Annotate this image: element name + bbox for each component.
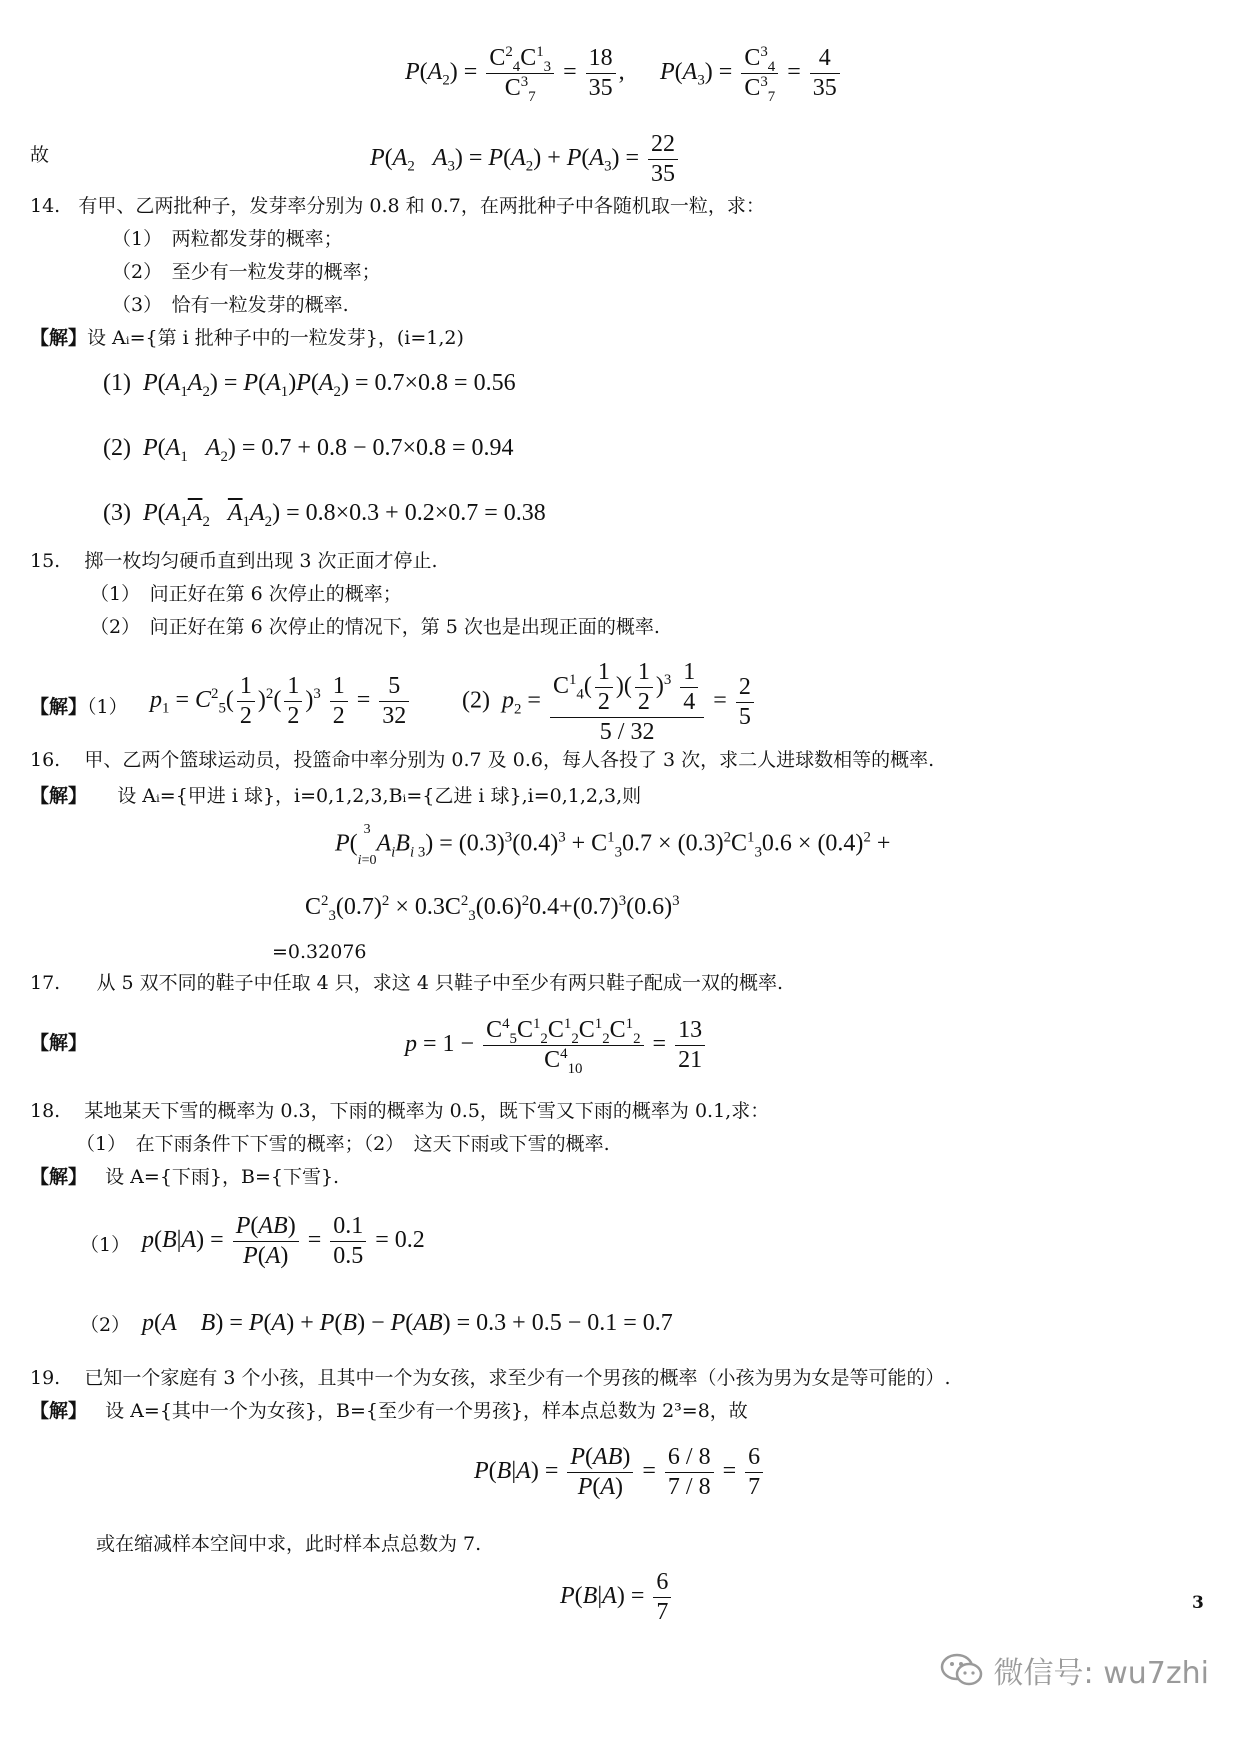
q14-text: 有甲、乙两批种子，发芽率分别为 0.8 和 0.7，在两批种子中各随机取一粒，求：	[78, 195, 765, 217]
q15-eq-1: $p_1 = C^2_5$( $\frac{1}{2}$ )$^2$( $\frac{1}{2}$ )$^3$ $\frac{1}{2}$ = $\frac{5}{32}$	[150, 672, 412, 731]
q14-item-2: （2） 至少有一粒发芽的概率；	[112, 261, 381, 283]
page-number: 3	[1192, 1593, 1204, 1613]
q14-solution-text: 设 Aᵢ={第 i 批种子中的一粒发芽}，(i=1,2)	[87, 327, 464, 349]
q15-eq-2: (2) $p_2$ = $C^1_4$( $\frac{1}{2}$ )( $\frac{1}{2}$ )$^3$ $\frac{1}{4}$ 5 / 32 = $\frac{2}{5}$	[462, 658, 757, 746]
q18-eq1-label: （1）	[80, 1234, 131, 1256]
q19-text: 已知一个家庭有 3 个小孩，且其中一个为女孩，求至少有一个男孩的概率（小孩为男为女是等可能的）.	[84, 1367, 951, 1389]
q15-item-2: （2） 问正好在第 6 次停止的情况下，第 5 次也是出现正面的概率.	[90, 616, 660, 638]
q14-eq-3: (3) $P(A_1\overline{A}_2$ $\overline{A}_1A_2) = 0.8\times 0.3 + 0.2\times 0.7 = 0.38$	[103, 500, 546, 530]
q18-text: 某地某天下雪的概率为 0.3，下雨的概率为 0.5，既下雪又下雨的概率为 0.1,求：	[84, 1100, 770, 1122]
q16-number: 16.	[30, 749, 61, 771]
q14-solution-intro	[30, 328, 464, 350]
q18-number: 18.	[30, 1100, 61, 1122]
q18-eq2-label: （2）	[80, 1314, 131, 1336]
watermark-text: 微信号: wu7zhi	[993, 1655, 1209, 1691]
q17-number: 17.	[30, 972, 61, 994]
q19-eq-2: P(B|A) = $\frac{6}{7}$	[560, 1568, 674, 1627]
q16-solution-intro: 【解】 设 Aᵢ={甲进 i 球}，i=0,1,2,3,Bᵢ={乙进 i 球},i=0,1,2,3,则	[30, 785, 642, 807]
q18-items: （1） 在下雨条件下下雪的概率；（2） 这天下雨或下雪的概率.	[76, 1133, 610, 1155]
q19-statement	[30, 1368, 951, 1390]
q18-eq-2: p(A B) = P(A) + P(B) − P(AB) = 0.3 + 0.5 − 0.1 = 0.7	[142, 1310, 673, 1336]
q15-item-1: （1） 问正好在第 6 次停止的概率；	[90, 583, 402, 605]
q15-solution-label: 【解】（1）	[30, 696, 128, 718]
q14-eq-2: (2) $P(A_1$ $A_2) = 0.7 + 0.8 - 0.7\times 0.8 = 0.94$	[103, 435, 514, 465]
q19-number: 19.	[30, 1367, 61, 1389]
q14-number: 14.	[30, 195, 61, 217]
q16-result: =0.32076	[272, 941, 367, 963]
q14-item-1: （1） 两粒都发芽的概率；	[112, 228, 343, 250]
formula-union-a2-a3: $P(A_2$ $A_3) = P(A_2) + P(A_3)$ = $\frac{22}{35}$	[370, 130, 681, 189]
q14-item-3: （3） 恰有一粒发芽的概率.	[112, 294, 349, 316]
gu-label: 故	[30, 144, 50, 166]
q18-eq-1: p(B|A) = $\frac{P(AB)}{P(A)}$ = $\frac{0.1}{0.5}$ = 0.2	[142, 1213, 425, 1269]
q17-eq: p = 1 − $\frac{C^4_5C^1_2C^1_2C^1_2C^1_2}{C^4_{10}}$ = $\frac{13}{21}$	[405, 1016, 708, 1075]
q19-alt-text: 或在缩减样本空间中求，此时样本点总数为 7.	[96, 1533, 482, 1555]
q18-statement	[30, 1101, 769, 1123]
q16-eq-line-1: P( 3 i=0 $A_iB_{i 3}) = (0.3)^3(0.4)^3 + C^1_30.7 \times (0.3)^2C^1_30.6 \times (0.4)^2$ +	[335, 822, 891, 868]
q16-statement	[30, 750, 934, 772]
wechat-icon	[940, 1652, 984, 1697]
formula-p-a3: $P(A_3)$ = $\frac{C^3_4}{C^3_7}$ = $\frac{4}{35}$	[660, 44, 843, 103]
q18-solution-intro: 【解】 设 A={下雨}，B={下雪}.	[30, 1166, 340, 1188]
q14-eq-1: (1) $P(A_1A_2) = P(A_1)P(A_2) = 0.7\times 0.8 = 0.56$	[103, 370, 516, 400]
q16-text: 甲、乙两个篮球运动员，投篮命中率分别为 0.7 及 0.6，每人各投了 3 次，求二人进球数相等的概率.	[84, 749, 935, 771]
q19-solution-intro: 【解】 设 A={其中一个为女孩}，B={至少有一个男孩}，样本点总数为 2³=8，故	[30, 1400, 748, 1422]
q15-number: 15.	[30, 550, 61, 572]
q17-text: 从 5 双不同的鞋子中任取 4 只，求这 4 只鞋子中至少有两只鞋子配成一双的概率.	[96, 972, 784, 994]
formula-p-a2: $P(A_2)$ = $\frac{C^2_4C^1_3}{C^3_7}$ = $\frac{18}{35}$ ,	[405, 44, 625, 105]
q15-text: 掷一枚均匀硬币直到出现 3 次正面才停止.	[84, 550, 438, 572]
wechat-watermark	[940, 1652, 1209, 1697]
q19-eq-1: P(B|A) = $\frac{P(AB)}{P(A)}$ = $\frac{6 / 8}{7 / 8}$ = $\frac{6}{7}$	[474, 1443, 766, 1502]
solution-label: 【解】	[30, 327, 88, 349]
q17-statement	[30, 973, 783, 995]
q17-solution-label: 【解】	[30, 1032, 88, 1054]
q16-eq-line-2: $C^2_3(0.7)^2 \times 0.3C^2_3(0.6)^20.4+(0.7)^3(0.6)^3$	[305, 893, 680, 924]
q14-statement	[30, 196, 765, 218]
q15-statement	[30, 551, 438, 573]
